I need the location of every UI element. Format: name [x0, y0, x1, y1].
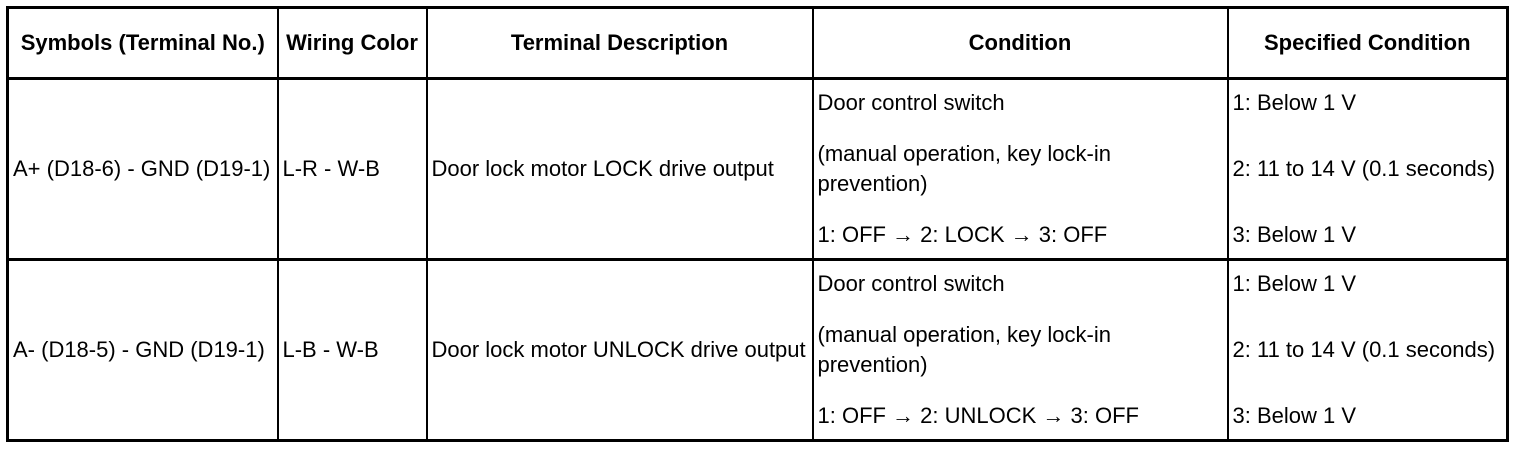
condition-line: (manual operation, key lock-in prevention): [817, 141, 1111, 196]
cell-terminal-description: Door lock motor UNLOCK drive output: [427, 260, 813, 441]
condition-line: Door control switch: [817, 271, 1005, 296]
specified-line: 3: Below 1 V: [1232, 222, 1357, 247]
cell-wiring-color: L-B - W-B: [278, 260, 427, 441]
table-row: [8, 260, 1508, 441]
condition-line: 1: OFF → 2: LOCK → 3: OFF: [817, 222, 1108, 247]
condition-line: (manual operation, key lock-in prevention): [817, 322, 1111, 377]
specified-line: 1: Below 1 V: [1232, 90, 1357, 115]
specified-line: 2: 11 to 14 V (0.1 seconds): [1232, 337, 1496, 362]
specified-lines: [1233, 265, 1503, 435]
header-terminal-description: Terminal Description: [427, 8, 813, 79]
header-row: [8, 8, 1508, 79]
cell-symbol: A- (D18-5) - GND (D19-1): [8, 260, 278, 441]
condition-lines: [818, 84, 1223, 254]
cell-condition: [813, 260, 1228, 441]
cell-specified-condition: [1228, 260, 1508, 441]
cell-specified-condition: [1228, 79, 1508, 260]
specified-line: 2: 11 to 14 V (0.1 seconds): [1232, 156, 1496, 181]
condition-line: 1: OFF → 2: UNLOCK → 3: OFF: [817, 403, 1139, 428]
specified-line: 3: Below 1 V: [1232, 403, 1357, 428]
condition-lines: [818, 265, 1223, 435]
specified-lines: [1233, 84, 1503, 254]
header-condition: Condition: [813, 8, 1228, 79]
header-symbols: Symbols (Terminal No.): [8, 8, 278, 79]
header-wiring-color: Wiring Color: [278, 8, 427, 79]
condition-line: Door control switch: [817, 90, 1005, 115]
table-header: [8, 8, 1508, 79]
cell-condition: [813, 79, 1228, 260]
table-body: [8, 79, 1508, 441]
cell-symbol: A+ (D18-6) - GND (D19-1): [8, 79, 278, 260]
header-specified-condition: Specified Condition: [1228, 8, 1508, 79]
table-row: [8, 79, 1508, 260]
specified-line: 1: Below 1 V: [1232, 271, 1357, 296]
terminal-spec-table: [6, 6, 1509, 442]
cell-terminal-description: Door lock motor LOCK drive output: [427, 79, 813, 260]
cell-wiring-color: L-R - W-B: [278, 79, 427, 260]
